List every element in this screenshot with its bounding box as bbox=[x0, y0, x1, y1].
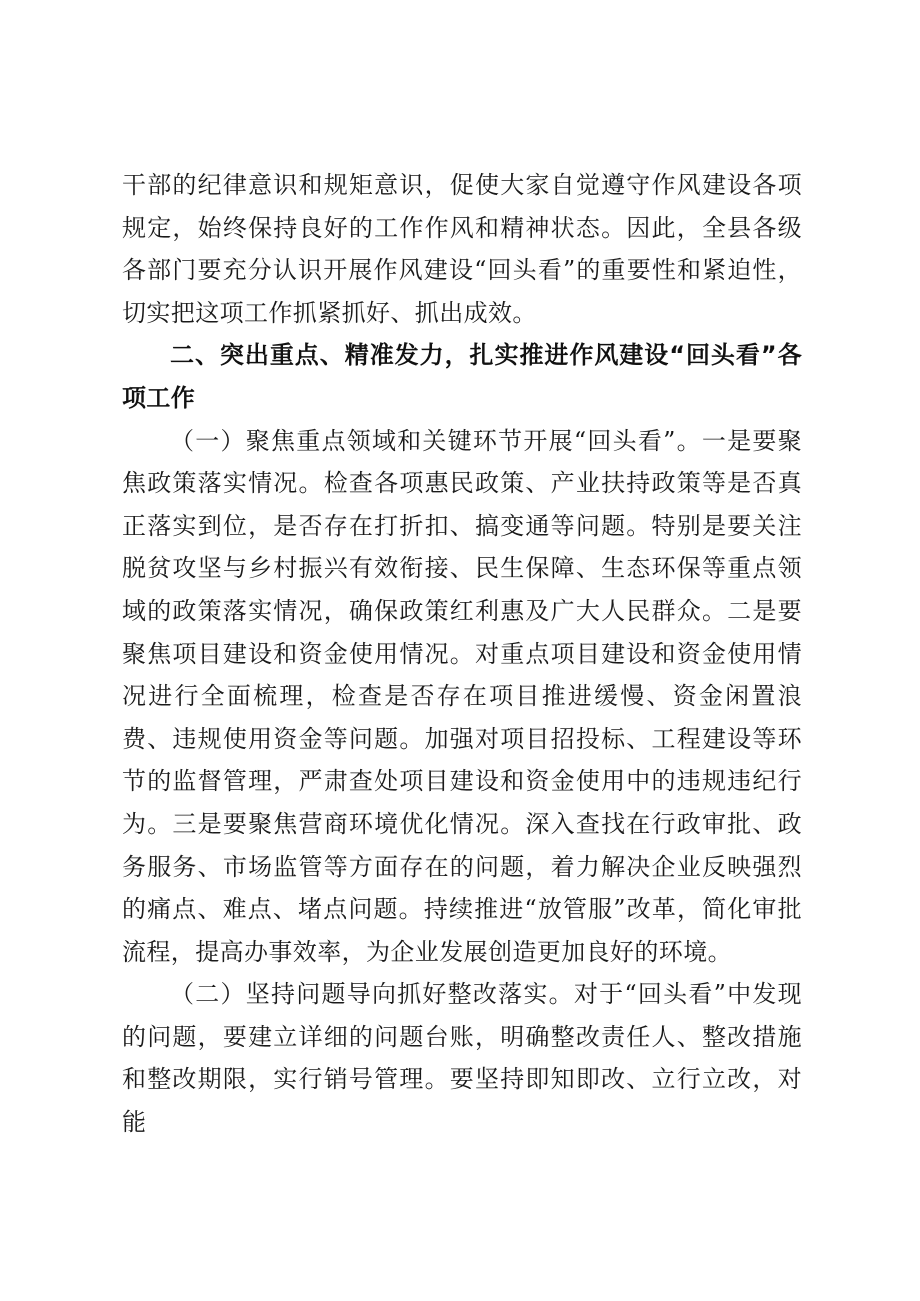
paragraph-rectification: （二）坚持问题导向抓好整改落实。对于“回头看”中发现的问题，要建立详细的问题台账，明确整改责任人、整改措施和整改期限，实行销号管理。要坚持即知即改、立行立改，对能 bbox=[122, 980, 802, 1137]
paragraph-focus-areas: （一）聚焦重点领域和关键环节开展“回头看”。一是要聚焦政策落实情况。检查各项惠民政策、产业扶持政策等是否真正落实到位，是否存在打折扣、搞变通等问题。特别是要关注脱贫攻坚与乡村振兴有效衔接、民生保障、生态环保等重点领域的政策落实情况，确保政策红利惠及广大人民群众。二是要聚焦项目建设和资金使用情况。对重点项目建设和资金使用情况进行全面梳理，检查是否存在项目推进缓慢、资金闲置浪费、违规使用资金等问题。加强对项目招投标、工程建设等环节的监督管理，严肃查处项目建设和资金使用中的违规违纪行为。三是要聚焦营商环境优化情况。深入查找在行政审批、政务服务、市场监管等方面存在的问题，着力解决企业反映强烈的痛点、难点、堵点问题。持续推进“放管服”改革，简化审批流程，提高办事效率，为企业发展创造更加良好的环境。 bbox=[122, 426, 802, 966]
paragraph-continuation: 干部的纪律意识和规矩意识，促使大家自觉遵守作风建设各项规定，始终保持良好的工作作风和精神状态。因此，全县各级各部门要充分认识开展作风建设“回头看”的重要性和紧迫性，切实把这项工作抓紧抓好、抓出成效。 bbox=[122, 171, 802, 327]
document-body bbox=[122, 164, 802, 1144]
section-heading: 二、突出重点、精准发力，扎实推进作风建设“回头看”各项工作 bbox=[122, 341, 802, 412]
